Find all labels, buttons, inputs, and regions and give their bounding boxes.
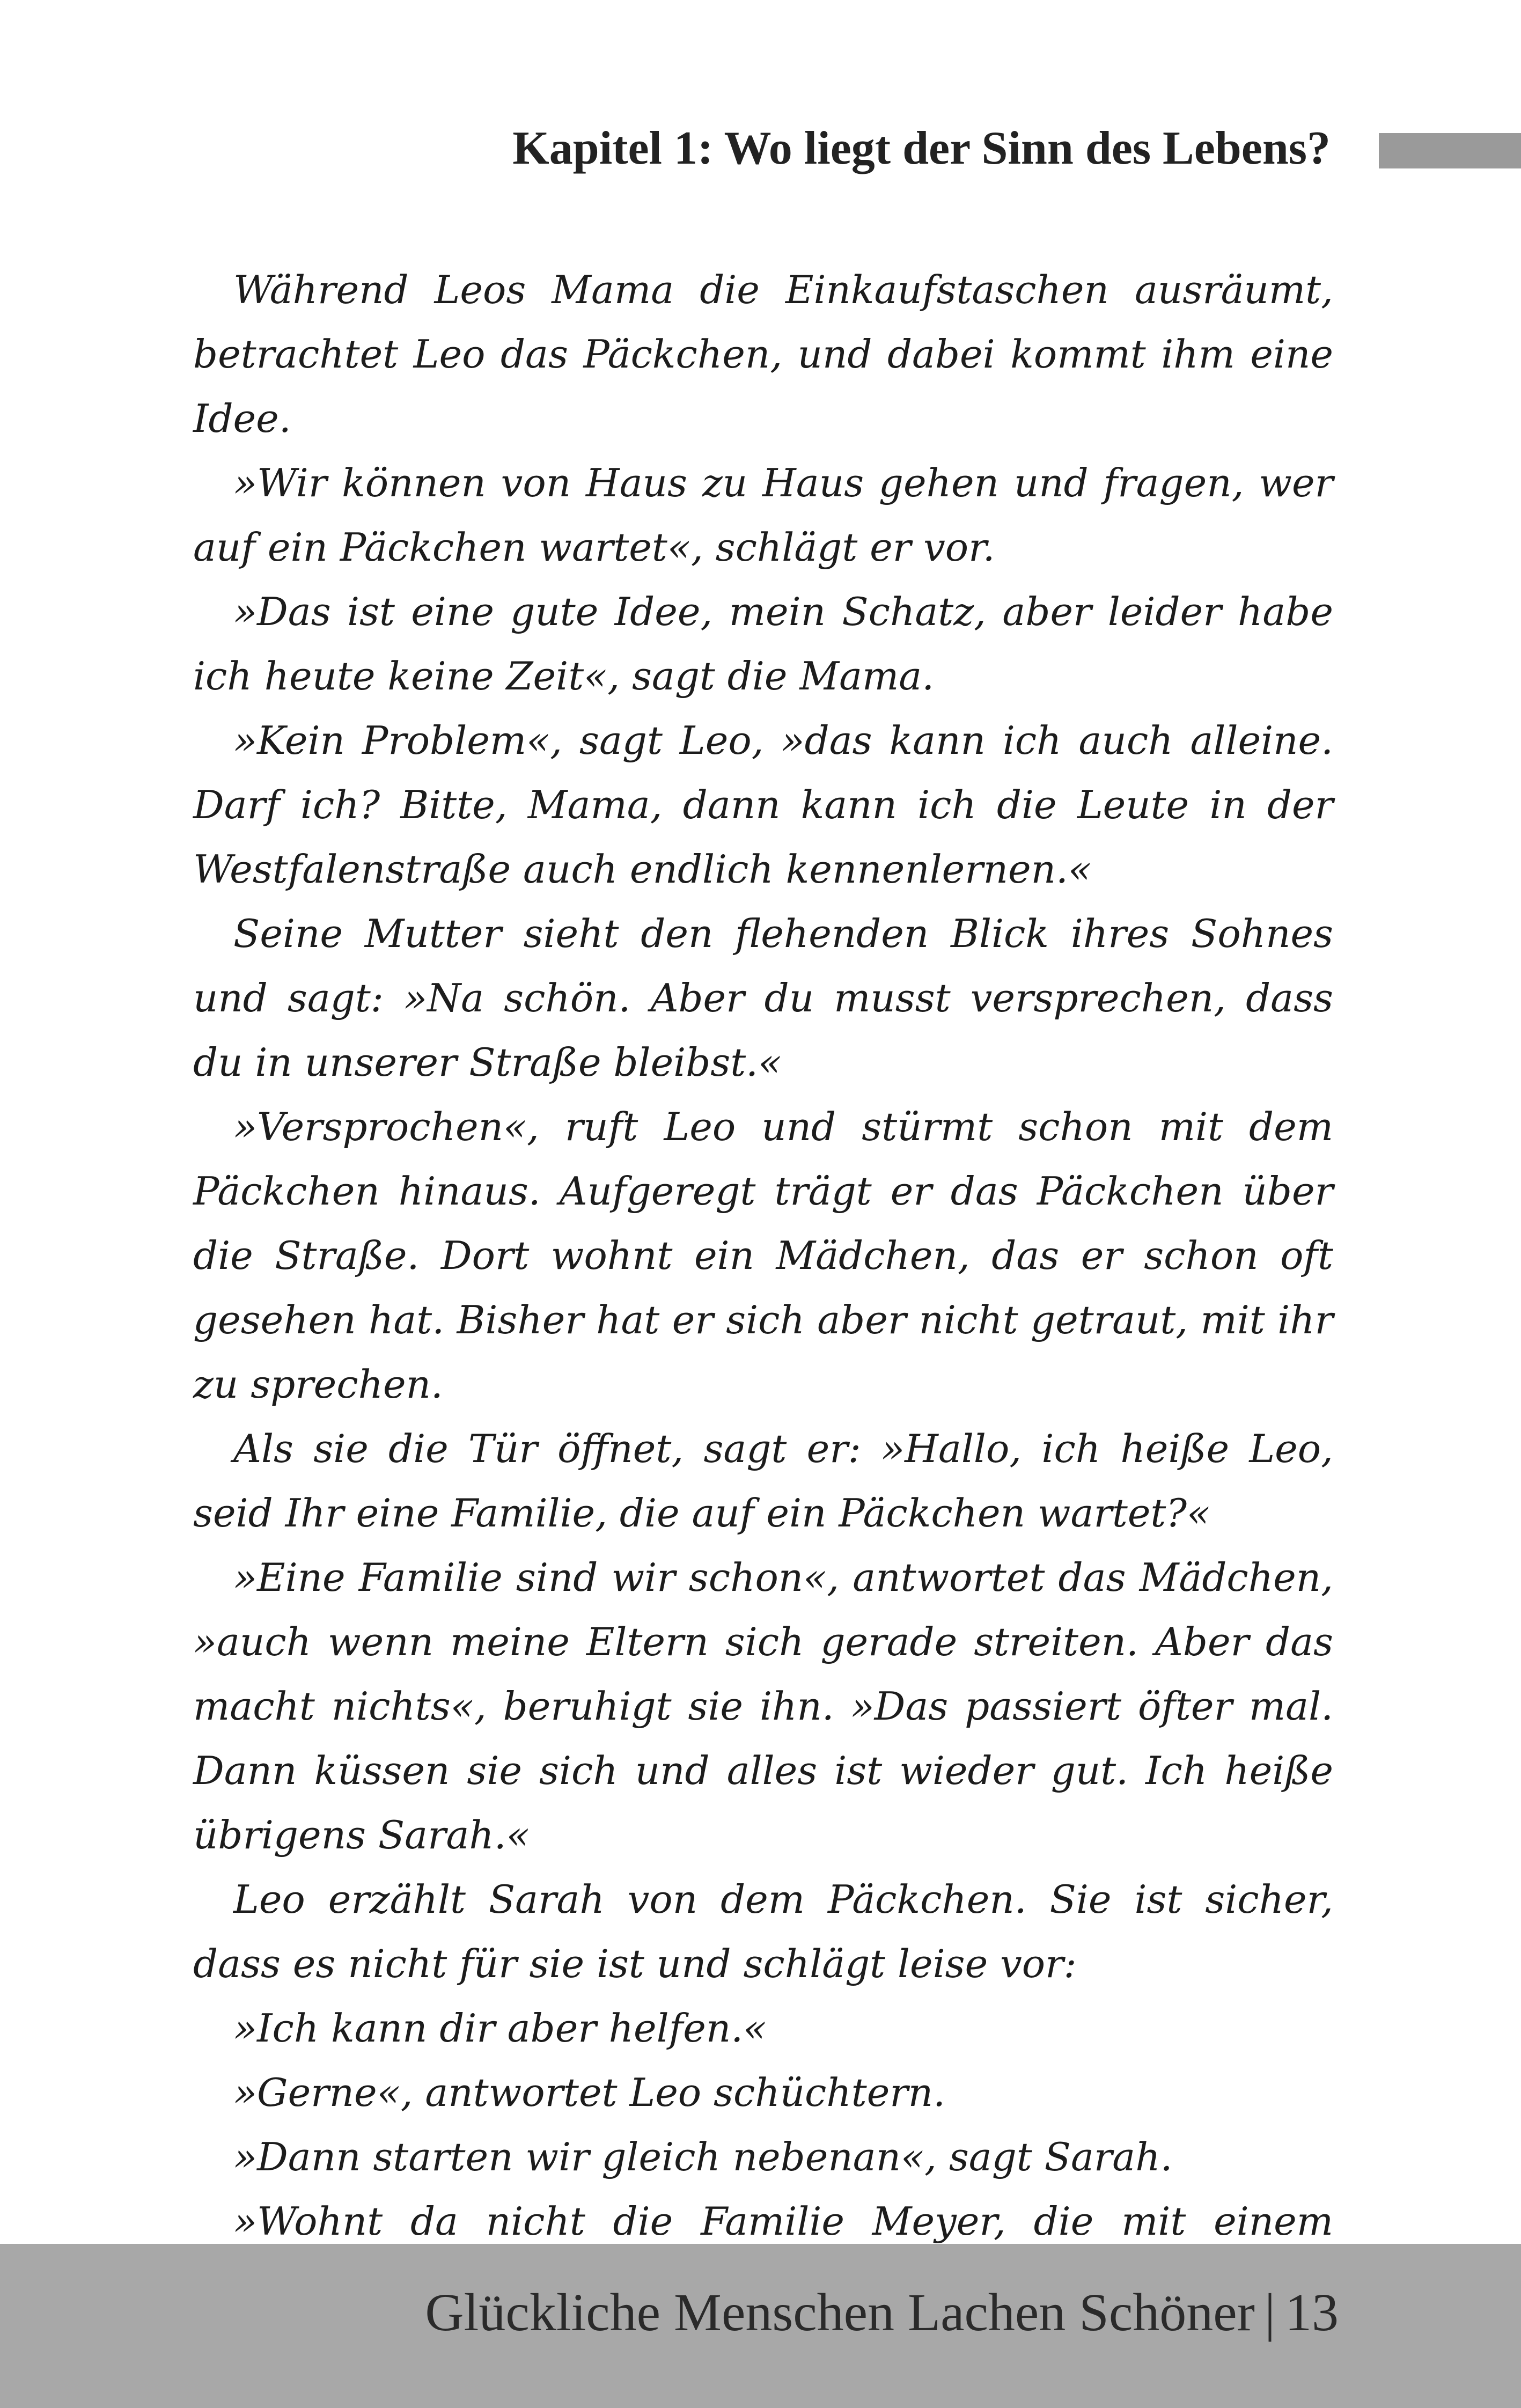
footer-separator: | — [1264, 2282, 1275, 2342]
paragraph-10: »Ich kann dir aber helfen.« — [233, 2006, 767, 2051]
paragraph-7: Als sie die Tür öffnet, sagt er: »Hallo, ich heiße Leo, seid Ihr eine Familie, die auf ein Päckchen wartet?« — [193, 1426, 1333, 1536]
paragraph-12: »Dann starten wir gleich nebenan«, sagt Sarah. — [233, 2134, 1173, 2179]
paragraph-8: »Eine Familie sind wir schon«, antwortet das Mädchen, »auch wenn meine Eltern sich gerade streiten. Aber das macht nichts«, beruhigt sie ihn. »Das passiert öfter mal. Dann küssen sie sich und alles ist wieder gut. Ich heiße übrigens Sarah.« — [193, 1555, 1333, 1858]
paragraph-3: »Das ist eine gute Idee, mein Schatz, aber leider habe ich heute keine Zeit«, sagt die Mama. — [193, 589, 1333, 699]
paragraph-5: Seine Mutter sieht den flehenden Blick ihres Sohnes und sagt: »Na schön. Aber du musst versprechen, dass du in unserer Straße bleibst.« — [193, 911, 1333, 1085]
footer — [425, 2278, 1339, 2347]
paragraph-6: »Versprochen«, ruft Leo und stürmt schon mit dem Päckchen hinaus. Aufgeregt trägt er das Päckchen über die Straße. Dort wohnt ein Mädchen, das er schon oft gesehen hat. Bisher hat er sich aber nicht getraut, mit ihr zu sprechen. — [193, 1104, 1333, 1407]
paragraph-13: »Wohnt da nicht die Familie Meyer, die mit einem — [233, 2199, 1333, 2244]
paragraph-1: Während Leos Mama die Einkaufstaschen ausräumt, betrachtet Leo das Päckchen, und dabei kommt ihm eine Idee. — [193, 267, 1333, 441]
page-number: 13 — [1285, 2282, 1339, 2342]
body-text — [193, 258, 1333, 2318]
chapter-tab-marker — [1379, 133, 1521, 168]
paragraph-4: »Kein Problem«, sagt Leo, »das kann ich auch alleine. Darf ich? Bitte, Mama, dann kann ich die Leute in der Westfalenstraße auch endlich kennenlernen.« — [193, 718, 1333, 892]
footer-book-title: Glückliche Menschen Lachen Schöner — [425, 2282, 1255, 2342]
chapter-header: Kapitel 1: Wo liegt der Sinn des Lebens? — [512, 122, 1331, 174]
paragraph-11: »Gerne«, antwortet Leo schüchtern. — [233, 2070, 945, 2115]
paragraph-9: Leo erzählt Sarah von dem Päckchen. Sie ist sicher, dass es nicht für sie ist und schlägt leise vor: — [193, 1877, 1333, 1986]
paragraph-2: »Wir können von Haus zu Haus gehen und fragen, wer auf ein Päckchen wartet«, schlägt er vor. — [193, 460, 1333, 570]
